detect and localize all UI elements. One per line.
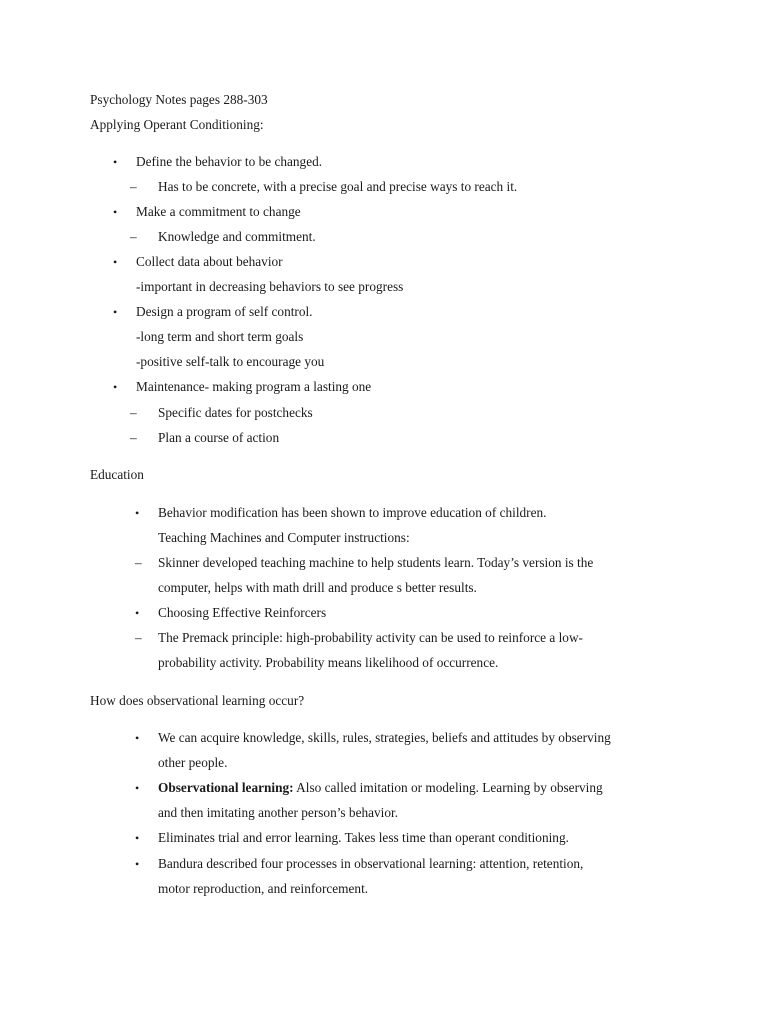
document-title: Psychology Notes pages 288-303	[90, 92, 268, 107]
bold-term: Observational learning:	[158, 780, 294, 795]
dash-icon: –	[130, 179, 137, 194]
list-item-continuation: other people.	[158, 755, 228, 770]
list-subitem: Specific dates for postchecks	[158, 405, 313, 420]
bullet-icon: •	[135, 731, 140, 745]
bullet-icon: •	[135, 857, 140, 871]
list-item: Bandura described four processes in observational learning: attention, retention,	[158, 856, 584, 871]
list-item-text: Also called imitation or modeling. Learning by observing	[293, 780, 603, 795]
bullet-icon: •	[113, 255, 118, 269]
list-item-continuation: Teaching Machines and Computer instructions:	[158, 530, 410, 545]
list-item: Maintenance- making program a lasting one	[136, 379, 372, 394]
list-subitem: Knowledge and commitment.	[158, 229, 316, 244]
list-subitem-continuation: probability activity. Probability means likelihood of occurrence.	[158, 655, 499, 670]
list-item-continuation: and then imitating another person’s behavior.	[158, 805, 399, 820]
bullet-icon: •	[113, 305, 118, 319]
bullet-icon: •	[135, 831, 140, 845]
bullet-icon: •	[113, 380, 118, 394]
list-subitem: Plan a course of action	[158, 430, 280, 445]
list-item-continuation: motor reproduction, and reinforcement.	[158, 881, 369, 896]
list-note: -long term and short term goals	[136, 329, 304, 344]
bullet-icon: •	[135, 506, 140, 520]
list-note: -positive self-talk to encourage you	[136, 354, 325, 369]
list-item: Make a commitment to change	[136, 204, 301, 219]
dash-icon: –	[130, 229, 137, 244]
list-item: Define the behavior to be changed.	[136, 154, 323, 169]
list-subitem: The Premack principle: high-probability activity can be used to reinforce a low-	[158, 630, 583, 645]
bullet-icon: •	[135, 606, 140, 620]
list-item: Collect data about behavior	[136, 254, 283, 269]
dash-icon: –	[130, 430, 137, 445]
list-item: Choosing Effective Reinforcers	[158, 605, 327, 620]
section-heading-education: Education	[90, 467, 144, 482]
bullet-icon: •	[135, 781, 140, 795]
list-note: -important in decreasing behaviors to see progress	[136, 279, 404, 294]
bullet-icon: •	[113, 155, 118, 169]
list-item: We can acquire knowledge, skills, rules, strategies, beliefs and attitudes by observing	[158, 730, 611, 745]
list-subitem: Has to be concrete, with a precise goal and precise ways to reach it.	[158, 179, 518, 194]
bullet-icon: •	[113, 205, 118, 219]
list-item: Design a program of self control.	[136, 304, 313, 319]
section-heading-operant: Applying Operant Conditioning:	[90, 117, 264, 132]
list-item: Behavior modification has been shown to improve education of children.	[158, 505, 547, 520]
list-item	[158, 779, 603, 797]
list-item: Eliminates trial and error learning. Takes less time than operant conditioning.	[158, 830, 569, 845]
dash-icon: –	[135, 555, 142, 570]
list-subitem-continuation: computer, helps with math drill and produce s better results.	[158, 580, 477, 595]
dash-icon: –	[130, 405, 137, 420]
dash-icon: –	[135, 630, 142, 645]
section-heading-observational: How does observational learning occur?	[90, 693, 305, 708]
list-subitem: Skinner developed teaching machine to help students learn. Today’s version is the	[158, 555, 594, 570]
